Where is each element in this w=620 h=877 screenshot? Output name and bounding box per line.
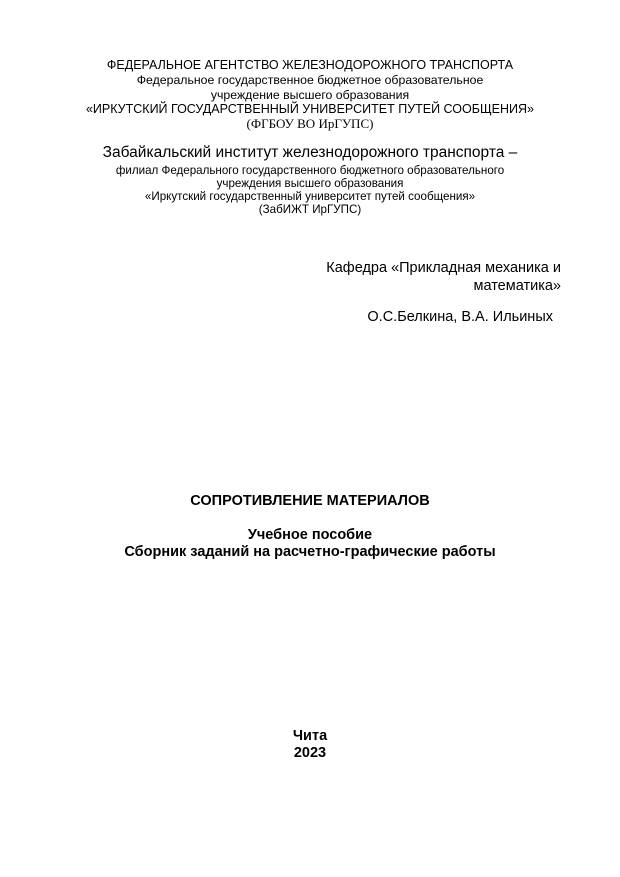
book-title: СОПРОТИВЛЕНИЕ МАТЕРИАЛОВ xyxy=(190,493,430,509)
subtitle-line1: Учебное пособие xyxy=(247,527,373,543)
university-name: «ИРКУТСКИЙ ГОСУДАРСТВЕННЫЙ УНИВЕРСИТЕТ ПУТЕЙ СООБЩЕНИЯ» xyxy=(85,102,535,116)
subtitle-line2: Сборник заданий на расчетно-графические работы xyxy=(124,544,496,560)
agency-name: ФЕДЕРАЛЬНОЕ АГЕНТСТВО ЖЕЛЕЗНОДОРОЖНОГО ТРАНСПОРТА xyxy=(106,58,514,72)
university-abbreviation: (ФГБОУ ВО ИрГУПС) xyxy=(246,116,374,131)
department-line2: математика» xyxy=(473,278,561,294)
publication-year: 2023 xyxy=(293,745,327,761)
institution-type-line2: учреждение высшего образования xyxy=(210,88,410,102)
branch-line2: учреждения высшего образования xyxy=(216,177,404,190)
authors: О.С.Белкина, В.А. Ильиных xyxy=(367,309,553,325)
department-line1: Кафедра «Прикладная механика и xyxy=(326,260,561,276)
branch-line3: «Иркутский государственный университет путей сообщения» xyxy=(144,190,476,203)
institution-type-line1: Федеральное государственное бюджетное образовательное xyxy=(136,73,484,87)
publication-city: Чита xyxy=(292,728,328,744)
branch-line1: филиал Федерального государственного бюджетного образовательного xyxy=(115,164,505,177)
branch-abbreviation: (ЗабИЖТ ИрГУПС) xyxy=(258,203,362,216)
branch-name: Забайкальский институт железнодорожного транспорта – xyxy=(102,144,518,161)
